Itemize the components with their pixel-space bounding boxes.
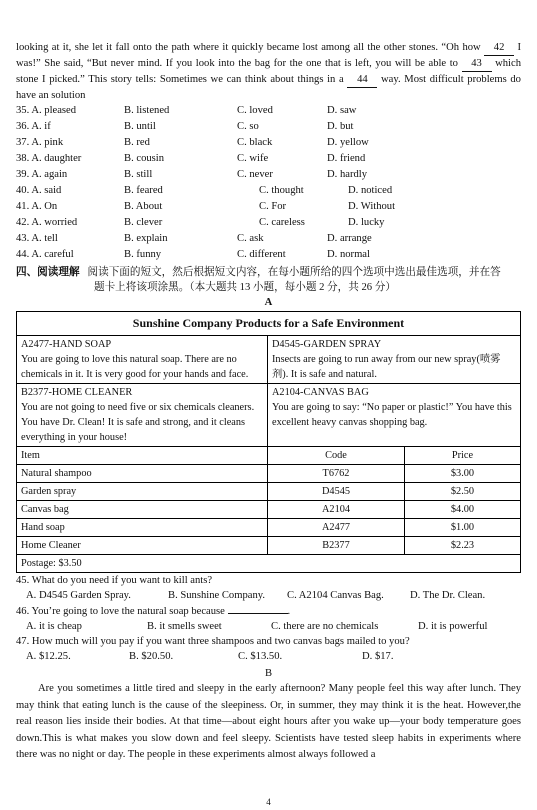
option-b: B. cousin [124,153,165,164]
option-a [16,183,61,198]
option-b: B. explain [124,233,168,244]
product-cell [268,336,521,384]
cell-price: $3.00 [405,465,521,483]
cell-item: Hand soap [17,519,268,537]
option-text: A. tell [31,233,58,244]
option-b: B. still [124,169,153,180]
question-row [16,103,521,119]
product-table [16,311,521,573]
option-d: D. Without [348,201,396,212]
cell-code: D4545 [268,483,405,501]
q46-options [16,619,521,634]
cloze-options [16,103,521,263]
product-desc: You are going to love this natural soap. There are no chemicals in it. It is very good for your hands and face. [21,354,249,380]
option-c: C. ask [237,233,264,244]
option-c: C. black [237,137,273,148]
product-desc: You are going to say: “No paper or plastic!” You have this excellent heavy canvas shopping bag. [272,402,512,428]
option-text: A. pleased [31,105,77,116]
option-c: C. A2104 Canvas Bag. [287,590,384,601]
passage-top [16,40,521,103]
cell-price: $1.00 [405,519,521,537]
passage-b-text: Are you sometimes a little tired and sleepy in the early afternoon? Many people feel this way after lunch. They may think that eating lunch is the cause of the sleepiness. Or, in summer, they may think it is the heat. However,the real reason lies inside their bodies. At that time—about eight hours after you wake up—your body temperature goes down.This is what makes you slow down and feel sleepy. Scientists have tested sleep habits in experiments where there was no night or day. The people in these experiments almost always followed a [16,683,521,760]
option-a [16,215,77,230]
q45-stem: 45. What do you need if you want to kill ants? [16,575,213,586]
cell-item: Home Cleaner [17,537,268,555]
q45-options [16,588,521,603]
option-a [16,167,67,182]
option-b: B. listened [124,105,170,116]
option-d: D. yellow [327,137,369,148]
passage-text: looking at it, she let it fall onto the path where it quickly became lost among all the other stones. “Oh how [16,42,481,53]
postage: Postage: $3.50 [17,555,521,573]
option-c: C. careless [259,217,305,228]
option-c: C. For [259,201,287,212]
option-b: B. clever [124,217,163,228]
option-d: D. friend [327,153,366,164]
option-b: B. Sunshine Company. [168,590,266,601]
option-text: A. if [31,121,51,132]
option-c: C. wife [237,153,269,164]
option-text: A. said [31,185,62,196]
question-number: 37. [16,137,30,148]
option-d: D. it is powerful [418,621,488,632]
option-c: C. there are no chemicals [271,621,379,632]
option-text: A. On [31,201,58,212]
q47-stem: 47. How much will you pay if you want three shampoos and two canvas bags mailed to you? [16,636,410,647]
product-name: A2477-HAND SOAP [21,339,112,350]
question-row [16,199,521,215]
product-name: D4545-GARDEN SPRAY [272,339,382,350]
price-header-row [17,447,521,465]
option-c: C. $13.50. [238,651,283,662]
q46-text: 46. You’re going to love the natural soap because [16,606,225,617]
table-title: Sunshine Company Products for a Safe Environment [17,312,521,336]
option-d: D. noticed [348,185,393,196]
option-d: D. hardly [327,169,368,180]
cell-item: Natural shampoo [17,465,268,483]
option-c: C. thought [259,185,304,196]
question-number: 41. [16,201,30,212]
option-text: A. daughter [31,153,82,164]
option-a [16,199,57,214]
question-row [16,183,521,199]
table-row [17,519,521,537]
option-c: C. never [237,169,273,180]
option-a: A. D4545 Garden Spray. [26,590,131,601]
option-a [16,103,76,118]
option-b: B. $20.50. [129,651,174,662]
option-text: A. careful [31,249,74,260]
option-d: D. $17. [362,651,394,662]
product-name: B2377-HOME CLEANER [21,387,133,398]
option-c: C. different [237,249,286,260]
option-b: B. feared [124,185,163,196]
question-number: 44. [16,249,30,260]
table-row [17,537,521,555]
option-b: B. red [124,137,150,148]
question-row [16,135,521,151]
question-number: 35. [16,105,30,116]
option-a: A. it is cheap [26,621,82,632]
question-number: 43. [16,233,30,244]
q46-blank [228,603,288,614]
option-d: D. arrange [327,233,372,244]
table-row [17,465,521,483]
header-price: Price [405,447,521,465]
question-row [16,231,521,247]
option-d: D. normal [327,249,370,260]
option-c: C. loved [237,105,273,116]
product-desc: Insects are going to run away from our new spray(喷雾剂). It is safe and natural. [272,354,501,380]
question-number: 42. [16,217,30,228]
passage-text: way. Most difficult problems do have an solution [16,74,521,101]
blank-42: 42 [484,40,514,56]
option-text: A. worried [31,217,78,228]
blank-43: 43 [462,56,492,72]
cell-code: A2104 [268,501,405,519]
question-number: 38. [16,153,30,164]
table-row [17,501,521,519]
section-instruction: 阅读下面的短文，然后根据短文内容，在每小题所给的四个选项中选出最佳选项，并在答 [87,267,501,278]
product-desc: You are not going to need five or six chemicals cleaners. You have Dr. Clean! It is safe and strong, and it cleans everything in your house! [21,402,255,443]
table-row [17,483,521,501]
product-name: A2104-CANVAS BAG [272,387,369,398]
option-d: D. lucky [348,217,385,228]
question-row [16,215,521,231]
option-d: D. saw [327,105,357,116]
cell-price: $2.50 [405,483,521,501]
question-row [16,167,521,183]
page-number: 4 [266,797,271,807]
cell-item: Garden spray [17,483,268,501]
section-4-header [16,265,521,280]
question-number: 36. [16,121,30,132]
option-d: D. but [327,121,354,132]
option-b: B. until [124,121,156,132]
cell-item: Canvas bag [17,501,268,519]
cell-code: A2477 [268,519,405,537]
cell-code: B2377 [268,537,405,555]
product-cell [17,384,268,447]
exam-page [16,40,521,764]
option-a [16,231,58,246]
product-cell [268,384,521,447]
question-row [16,119,521,135]
option-text: A. again [31,169,68,180]
q47-options [16,649,521,664]
cell-price: $4.00 [405,501,521,519]
option-a [16,151,81,166]
question-row [16,247,521,263]
passage-text: which stone I picked.” This story tells: Sometimes we can think about things in a [16,58,521,85]
q46-stem [16,603,521,619]
question-row [16,151,521,167]
question-number: 39. [16,169,30,180]
option-a [16,247,74,262]
header-code: Code [268,447,405,465]
passage-text: I was!” She said, “But never mind. If you look into the bag for the one that is left, you will be able to [16,42,521,69]
cell-price: $2.23 [405,537,521,555]
cell-code: T6762 [268,465,405,483]
option-b: B. About [124,201,163,212]
passage-a-letter: A [264,297,273,308]
section-label: 四、阅读理解 [16,267,80,278]
product-cell [17,336,268,384]
option-a [16,119,51,134]
option-b: B. funny [124,249,162,260]
option-text: A. pink [31,137,64,148]
section-instruction-cont: 题卡上将该项涂黑。（本大题共 13 小题，每小题 2 分，共 26 分） [94,282,396,293]
blank-44: 44 [347,72,377,88]
option-a [16,135,63,150]
question-number: 40. [16,185,30,196]
option-c: C. so [237,121,259,132]
passage-b-letter: B [264,668,273,679]
option-d: D. The Dr. Clean. [410,590,486,601]
option-a: A. $12.25. [26,651,71,662]
option-b: B. it smells sweet [147,621,222,632]
q46-end: . [287,606,291,617]
header-item: Item [17,447,268,465]
